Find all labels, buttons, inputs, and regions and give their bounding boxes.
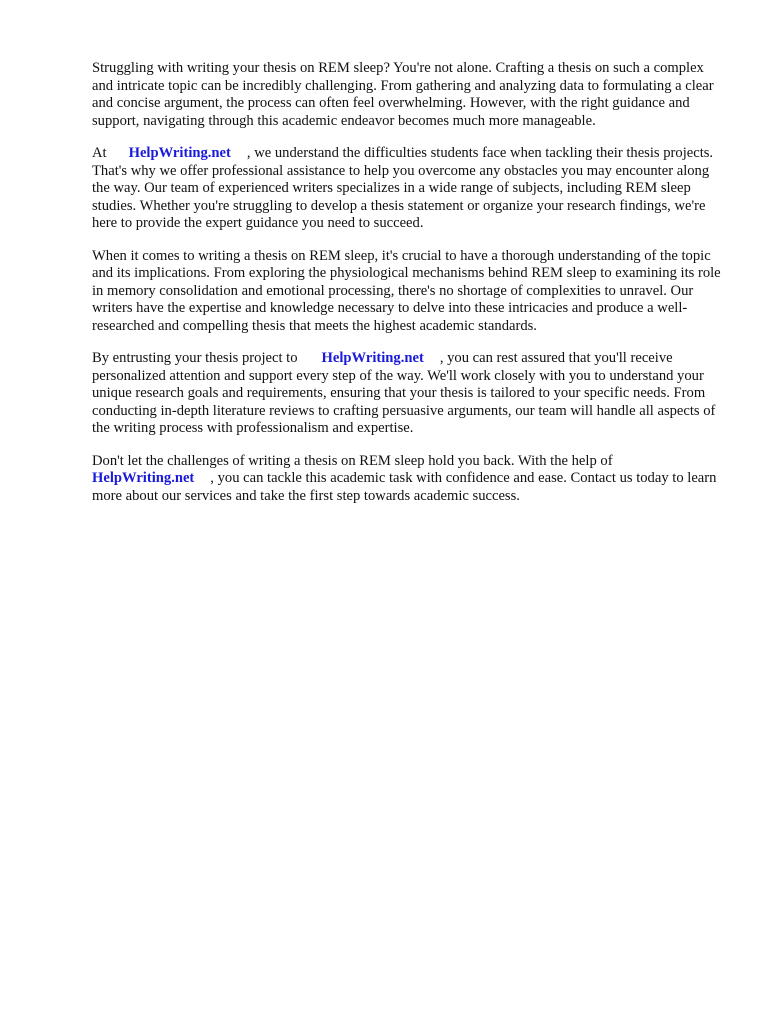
paragraph-intro: Struggling with writing your thesis on REM sleep? You're not alone. Crafting a thesis on such a complex and intricate topic can be incredibly challenging. From gathering and analyzing data to formulating a clear and concise argument, the process can often feel overwhelming. However, with the right guidance and support, navigating through this academic endeavor becomes much more manageable.	[92, 60, 714, 129]
paragraph-entrust-lead: By entrusting your thesis project to	[92, 350, 298, 366]
paragraph-service-rest: , we understand the difficulties students face when tackling their thesis projects. That's why we offer professional assistance to help you overcome any obstacles you may encounter along the way. Our team of experienced writers specializes in a wide range of subjects, including REM sleep studies. Whether you're struggling to develop a thesis statement or organize your research findings, we're here to provide the expert guidance you need to succeed.	[92, 145, 714, 231]
paragraph-closing-rest: , you can tackle this academic task with confidence and ease. Contact us today to learn more about our services and take the first step towards academic success.	[92, 470, 717, 504]
helpwriting-link[interactable]: HelpWriting.net	[92, 470, 195, 486]
paragraph-service-lead: At	[92, 145, 107, 161]
paragraph-entrust	[92, 350, 722, 438]
paragraph-service	[92, 145, 722, 233]
document-body	[92, 60, 722, 520]
paragraph-entrust-rest: , you can rest assured that you'll receive personalized attention and support every step of the way. We'll work closely with you to understand your unique research goals and requirements, ensuring that your thesis is tailored to your specific needs. From conducting in-depth literature reviews to crafting persuasive arguments, our team will handle all aspects of the writing process with professionalism and expertise.	[92, 350, 716, 436]
paragraph-closing	[92, 453, 722, 506]
paragraph-expertise: When it comes to writing a thesis on REM sleep, it's crucial to have a thorough understanding of the topic and its implications. From exploring the physiological mechanisms behind REM sleep to examining its role in memory consolidation and emotional processing, there's no shortage of complexities to unravel. Our writers have the expertise and knowledge necessary to delve into these intricacies and produce a well-researched and compelling thesis that meets the highest academic standards.	[92, 247, 721, 334]
paragraph-closing-lead: Don't let the challenges of writing a thesis on REM sleep hold you back. With the help of	[92, 452, 613, 469]
helpwriting-link[interactable]: HelpWriting.net	[128, 145, 231, 161]
helpwriting-link[interactable]: HelpWriting.net	[321, 350, 424, 366]
